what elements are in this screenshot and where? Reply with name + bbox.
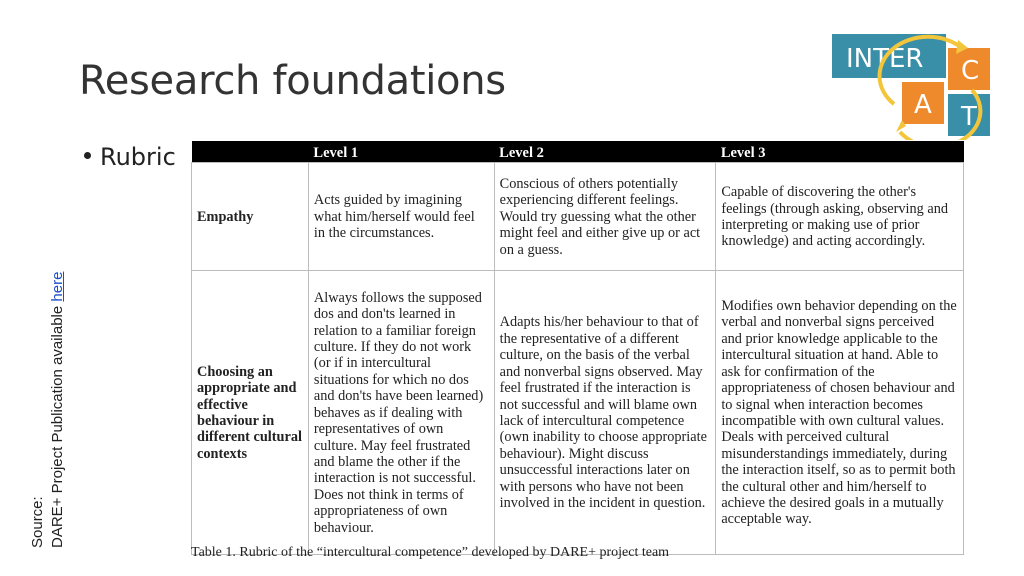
table-cell: Adapts his/her behaviour to that of the representative of a different culture, on the basis of the verbal and nonverbal signs observed. May feel frustrated if the interaction is not successful and will blame own lack of intercultural competence (own inability to choose appropriate behaviour). Might discuss unsuccessful interactions later on with persons who have not been involved in the incident in question. — [494, 271, 716, 555]
logo-c-text: C — [961, 56, 980, 86]
table-cell: Conscious of others potentially experiencing different feelings. Would try guessing what the other might feel and either give up or act on a guess. — [494, 163, 716, 271]
bullet-dot-icon — [84, 152, 91, 159]
source-label: Source: — [29, 496, 46, 548]
header-level-1: Level 1 — [308, 141, 494, 163]
table-row — [192, 163, 964, 271]
rubric-table — [191, 141, 964, 555]
logo-inter-text: INTER — [846, 44, 924, 74]
header-cell-empty — [192, 141, 309, 163]
bullet-rubric — [84, 143, 176, 171]
row-label-behaviour: Choosing an appropriate and effective behaviour in different cultural contexts — [192, 271, 309, 555]
row-label-empathy: Empathy — [192, 163, 309, 271]
header-level-2: Level 2 — [494, 141, 716, 163]
table-row — [192, 271, 964, 555]
table-cell: Capable of discovering the other's feelings (through asking, observing and interpreting or making use of prior knowledge) and acting accordingly. — [716, 163, 964, 271]
slide-title: Research foundations — [79, 58, 506, 104]
table-cell: Acts guided by imagining what him/herself would feel in the circumstances. — [308, 163, 494, 271]
source-note — [28, 218, 68, 548]
source-text-line — [48, 218, 68, 548]
table-cell: Modifies own behavior depending on the verbal and nonverbal signs perceived and prior knowledge applicable to the intercultural situation at hand. Able to ask for confirmation of the appropriateness of chosen behaviour and to signal when interaction becomes incompatible with own cultural values. Deals with perceived cultural misunderstandings immediately, during the interaction itself, so as to permit both the cultural other and him/herself to achieve the desired goals in a mutually acceptable way. — [716, 271, 964, 555]
header-level-3: Level 3 — [716, 141, 964, 163]
bullet-text: Rubric — [100, 143, 176, 171]
source-text: DARE+ Project Publication available — [49, 301, 66, 548]
logo-a-text: A — [914, 90, 932, 120]
table-caption: Table 1. Rubric of the “intercultural competence” developed by DARE+ project team — [191, 545, 670, 560]
table-header-row — [192, 141, 964, 163]
source-link[interactable]: here — [49, 271, 66, 302]
table-cell: Always follows the supposed dos and don'ts learned in relation to a familiar foreign culture. If they do not work (or if in intercultural situations for which no dos and don'ts have been learned) behaves as if dealing with representatives of own culture. May feel frustrated and blame the other if the interaction is not successful. Does not think in terms of appropriateness of own behaviour. — [308, 271, 494, 555]
intercat-logo — [832, 34, 992, 140]
logo-t-text: T — [961, 102, 977, 132]
